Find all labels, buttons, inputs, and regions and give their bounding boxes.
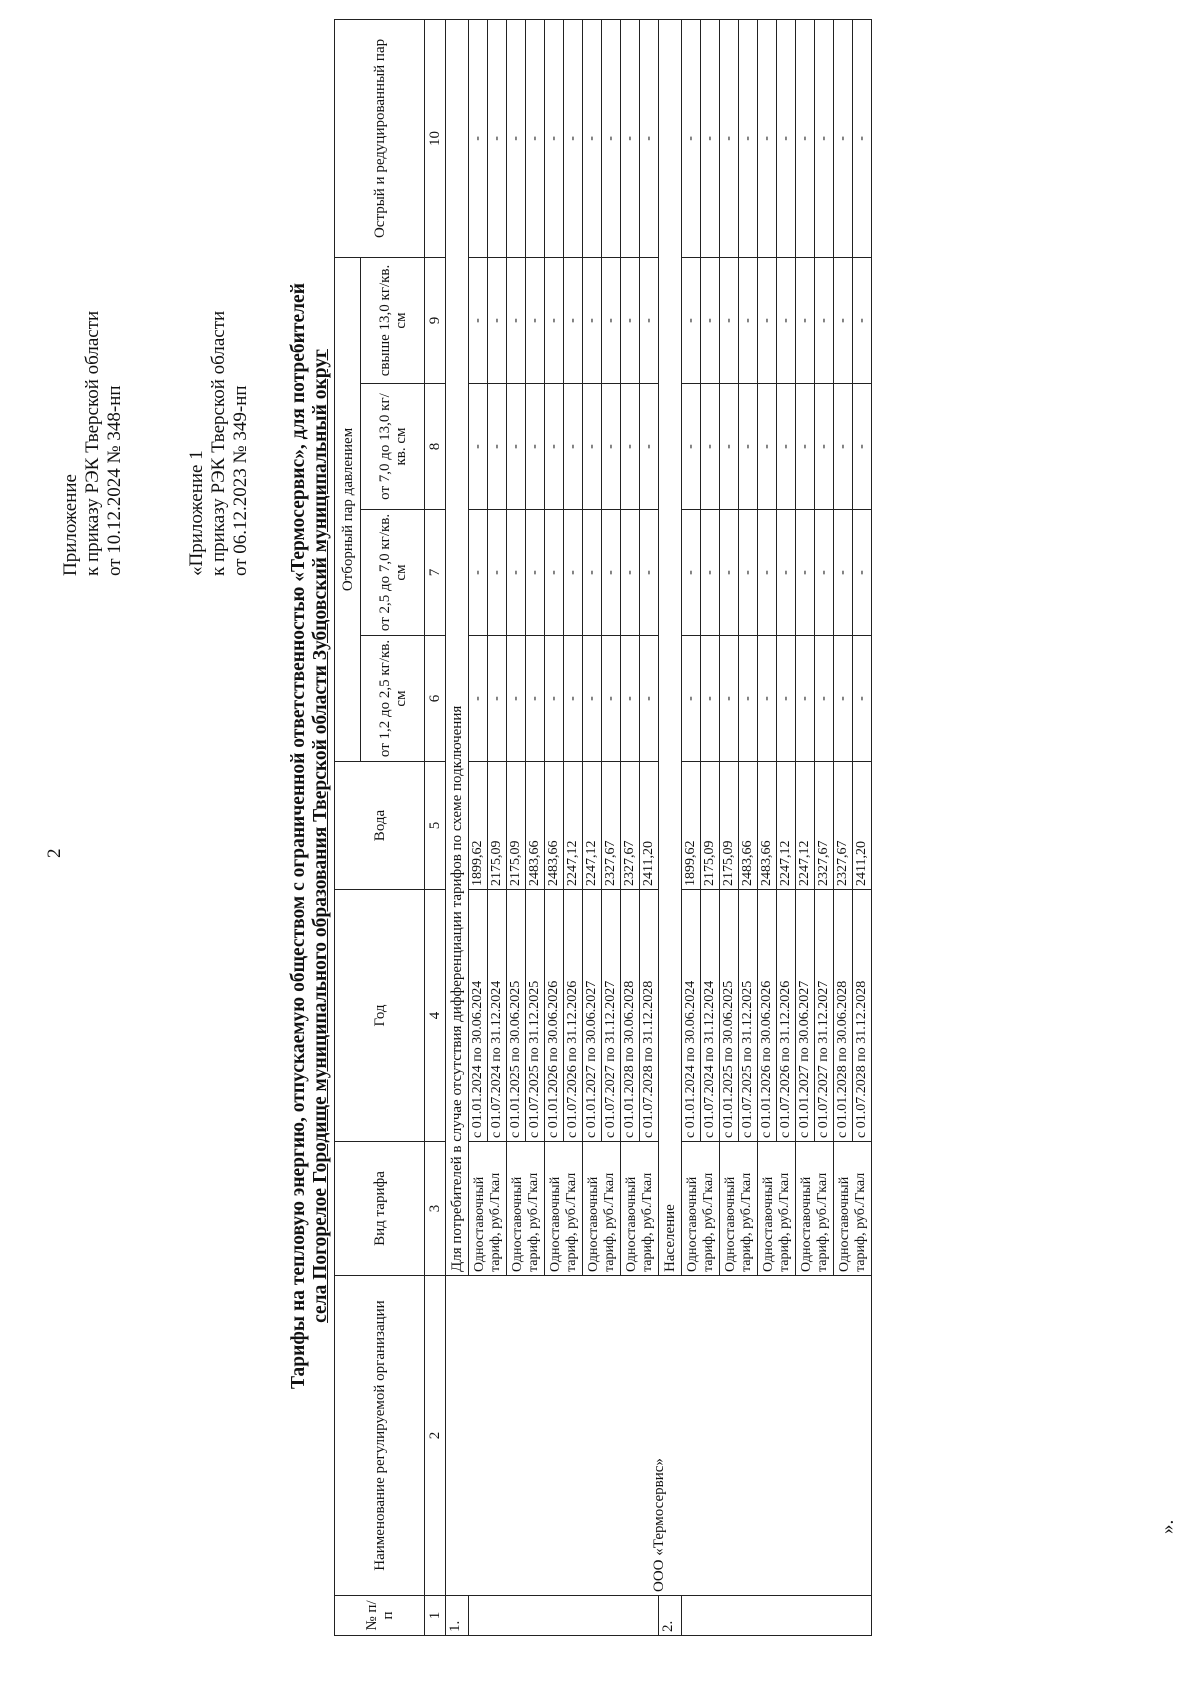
water-value-cell: 2247,12: [564, 762, 583, 890]
dash-cell: -: [526, 384, 545, 510]
header-year: Год: [335, 890, 425, 1142]
dash-cell: -: [834, 384, 853, 510]
period-cell: с 01.07.2028 по 31.12.2028: [640, 890, 659, 1142]
dash-cell: -: [720, 19, 739, 257]
section-row: [446, 19, 469, 1635]
dash-cell: -: [777, 257, 796, 383]
water-value-cell: 2327,67: [602, 762, 621, 890]
column-number: 8: [425, 384, 446, 510]
dash-cell: -: [720, 384, 739, 510]
period-cell: с 01.01.2027 по 30.06.2027: [796, 890, 815, 1142]
dash-cell: -: [545, 19, 564, 257]
dash-cell: -: [488, 19, 507, 257]
table-body: [446, 19, 872, 1635]
dash-cell: -: [739, 257, 758, 383]
dash-cell: -: [701, 257, 720, 383]
dash-cell: -: [583, 19, 602, 257]
period-cell: с 01.01.2024 по 30.06.2024: [682, 890, 701, 1142]
tariff-type-cell: Одноставочный тариф, руб./Гкал: [720, 1142, 758, 1276]
dash-cell: -: [545, 510, 564, 636]
tariff-type-cell: Одноставочный тариф, руб./Гкал: [545, 1142, 583, 1276]
dash-cell: -: [621, 636, 640, 762]
column-number: 1: [425, 1596, 446, 1636]
water-value-cell: 2327,67: [621, 762, 640, 890]
tariff-type-cell: Одноставочный тариф, руб./Гкал: [834, 1142, 872, 1276]
dash-cell: -: [469, 384, 488, 510]
dash-cell: -: [834, 19, 853, 257]
period-cell: с 01.01.2027 по 30.06.2027: [583, 890, 602, 1142]
dash-cell: -: [834, 636, 853, 762]
table-header: [335, 19, 446, 1635]
dash-cell: -: [739, 384, 758, 510]
dash-cell: -: [507, 19, 526, 257]
dash-cell: -: [564, 257, 583, 383]
dash-cell: -: [777, 636, 796, 762]
dash-cell: -: [682, 636, 701, 762]
dash-cell: -: [564, 510, 583, 636]
water-value-cell: 2483,66: [545, 762, 564, 890]
dash-cell: -: [758, 384, 777, 510]
water-value-cell: 2411,20: [853, 762, 872, 890]
appendix-amended-line2: к приказу РЭК Тверской области: [208, 310, 229, 576]
water-value-cell: 2327,67: [815, 762, 834, 890]
column-number: 7: [425, 510, 446, 636]
dash-cell: -: [758, 257, 777, 383]
period-cell: с 01.07.2028 по 31.12.2028: [853, 890, 872, 1142]
section-number: 2.: [659, 1596, 682, 1636]
dash-cell: -: [583, 384, 602, 510]
dash-cell: -: [853, 257, 872, 383]
appendix-current-line1: Приложение: [60, 474, 81, 576]
period-cell: с 01.07.2026 по 31.12.2026: [777, 890, 796, 1142]
dash-cell: -: [640, 510, 659, 636]
water-value-cell: 2483,66: [526, 762, 545, 890]
dash-cell: -: [583, 257, 602, 383]
column-number: 2: [425, 1276, 446, 1596]
dash-cell: -: [564, 19, 583, 257]
dash-cell: -: [853, 19, 872, 257]
dash-cell: -: [507, 510, 526, 636]
dash-cell: -: [796, 257, 815, 383]
dash-cell: -: [815, 19, 834, 257]
dash-cell: -: [758, 19, 777, 257]
header-pressure-3: от 7,0 до 13,0 кг/кв. см: [361, 384, 425, 510]
water-value-cell: 2483,66: [739, 762, 758, 890]
period-cell: с 01.07.2024 по 31.12.2024: [701, 890, 720, 1142]
dash-cell: -: [507, 257, 526, 383]
dash-cell: -: [701, 636, 720, 762]
dash-cell: -: [640, 636, 659, 762]
section-title: Для потребителей в случае отсутствия дифференциации тарифов по схеме подключения: [446, 19, 469, 1275]
dash-cell: -: [758, 510, 777, 636]
period-cell: с 01.07.2025 по 31.12.2025: [526, 890, 545, 1142]
tariff-type-cell: Одноставочный тариф, руб./Гкал: [796, 1142, 834, 1276]
dash-cell: -: [640, 19, 659, 257]
dash-cell: -: [545, 384, 564, 510]
dash-cell: -: [682, 19, 701, 257]
tariff-type-cell: Одноставочный тариф, руб./Гкал: [469, 1142, 507, 1276]
dash-cell: -: [488, 636, 507, 762]
header-water: Вода: [335, 762, 425, 890]
tariff-type-cell: Одноставочный тариф, руб./Гкал: [758, 1142, 796, 1276]
section-title: Население: [659, 19, 682, 1275]
dash-cell: -: [815, 257, 834, 383]
tariff-type-cell: Одноставочный тариф, руб./Гкал: [507, 1142, 545, 1276]
dash-cell: -: [796, 19, 815, 257]
dash-cell: -: [834, 510, 853, 636]
period-cell: с 01.07.2027 по 31.12.2027: [815, 890, 834, 1142]
dash-cell: -: [758, 636, 777, 762]
appendix-amended-line1: «Приложение 1: [186, 450, 207, 576]
dash-cell: -: [853, 384, 872, 510]
dash-cell: -: [621, 384, 640, 510]
title-line1: Тарифы на тепловую энергию, отпускаемую обществом с ограниченной ответственностью «Термосервис», для потребителей: [288, 283, 309, 1389]
period-cell: с 01.07.2026 по 31.12.2026: [564, 890, 583, 1142]
water-value-cell: 2411,20: [640, 762, 659, 890]
tariff-type-cell: Одноставочный тариф, руб./Гкал: [682, 1142, 720, 1276]
dash-cell: -: [526, 636, 545, 762]
dash-cell: -: [621, 257, 640, 383]
dash-cell: -: [739, 636, 758, 762]
dash-cell: -: [720, 636, 739, 762]
tariff-table: [334, 19, 872, 1636]
dash-cell: -: [621, 510, 640, 636]
dash-cell: -: [564, 384, 583, 510]
dash-cell: -: [815, 384, 834, 510]
dash-cell: -: [682, 510, 701, 636]
dash-cell: -: [469, 19, 488, 257]
dash-cell: -: [796, 636, 815, 762]
dash-cell: -: [469, 510, 488, 636]
organization-name: ООО «Термосервис»: [446, 1276, 872, 1596]
header-pressure-2: от 2,5 до 7,0 кг/кв. см: [361, 510, 425, 636]
dash-cell: -: [583, 636, 602, 762]
column-number: 4: [425, 890, 446, 1142]
dash-cell: -: [488, 384, 507, 510]
period-cell: с 01.01.2028 по 30.06.2028: [834, 890, 853, 1142]
dash-cell: -: [640, 257, 659, 383]
header-tariff-type: Вид тарифа: [335, 1142, 425, 1276]
dash-cell: -: [720, 510, 739, 636]
water-value-cell: 2175,09: [488, 762, 507, 890]
dash-cell: -: [469, 257, 488, 383]
header-org: Наименование регулируемой организации: [335, 1276, 425, 1596]
period-cell: с 01.01.2025 по 30.06.2025: [720, 890, 739, 1142]
dash-cell: -: [526, 510, 545, 636]
dash-cell: -: [739, 510, 758, 636]
period-cell: с 01.01.2028 по 30.06.2028: [621, 890, 640, 1142]
water-value-cell: 2175,09: [701, 762, 720, 890]
dash-cell: -: [739, 19, 758, 257]
dash-cell: -: [853, 636, 872, 762]
section-number-blank: [682, 1596, 872, 1636]
dash-cell: -: [701, 384, 720, 510]
dash-cell: -: [682, 384, 701, 510]
tariff-type-cell: Одноставочный тариф, руб./Гкал: [621, 1142, 659, 1276]
header-num: № п/п: [335, 1596, 425, 1636]
tariff-type-cell: Одноставочный тариф, руб./Гкал: [583, 1142, 621, 1276]
dash-cell: -: [621, 19, 640, 257]
dash-cell: -: [545, 636, 564, 762]
dash-cell: -: [815, 510, 834, 636]
header-pressure-4: свыше 13,0 кг/кв. см: [361, 257, 425, 383]
water-value-cell: 2483,66: [758, 762, 777, 890]
dash-cell: -: [796, 510, 815, 636]
period-cell: с 01.07.2024 по 31.12.2024: [488, 890, 507, 1142]
header-pressure-1: от 1,2 до 2,5 кг/кв. см: [361, 636, 425, 762]
dash-cell: -: [602, 636, 621, 762]
dash-cell: -: [602, 257, 621, 383]
water-value-cell: 2327,67: [834, 762, 853, 890]
dash-cell: -: [583, 510, 602, 636]
column-number: 10: [425, 19, 446, 257]
period-cell: с 01.07.2025 по 31.12.2025: [739, 890, 758, 1142]
dash-cell: -: [640, 384, 659, 510]
column-number: 9: [425, 257, 446, 383]
column-number: 3: [425, 1142, 446, 1276]
water-value-cell: 2247,12: [777, 762, 796, 890]
header-steam-group: Отборный пар давлением: [335, 257, 361, 761]
period-cell: с 01.01.2026 по 30.06.2026: [545, 890, 564, 1142]
dash-cell: -: [526, 257, 545, 383]
water-value-cell: 1899,62: [469, 762, 488, 890]
document-title: [288, 46, 332, 1626]
period-cell: с 01.01.2026 по 30.06.2026: [758, 890, 777, 1142]
dash-cell: -: [602, 510, 621, 636]
dash-cell: -: [602, 19, 621, 257]
water-value-cell: 2247,12: [583, 762, 602, 890]
dash-cell: -: [834, 257, 853, 383]
dash-cell: -: [777, 19, 796, 257]
dash-cell: -: [853, 510, 872, 636]
water-value-cell: 1899,62: [682, 762, 701, 890]
water-value-cell: 2247,12: [796, 762, 815, 890]
dash-cell: -: [796, 384, 815, 510]
dash-cell: -: [815, 636, 834, 762]
period-cell: с 01.01.2024 по 30.06.2024: [469, 890, 488, 1142]
dash-cell: -: [564, 636, 583, 762]
section-number-blank: [469, 1596, 659, 1636]
appendix-current-line2: к приказу РЭК Тверской области: [82, 310, 103, 576]
appendix-current-line3: от 10.12.2024 № 348-нп: [104, 385, 125, 576]
dash-cell: -: [701, 510, 720, 636]
dash-cell: -: [602, 384, 621, 510]
dash-cell: -: [720, 257, 739, 383]
dash-cell: -: [777, 510, 796, 636]
dash-cell: -: [507, 384, 526, 510]
dash-cell: -: [469, 636, 488, 762]
section-number: 1.: [446, 1596, 469, 1636]
dash-cell: -: [488, 510, 507, 636]
dash-cell: -: [701, 19, 720, 257]
dash-cell: -: [488, 257, 507, 383]
page-number: 2: [44, 848, 65, 858]
column-number-row: [425, 19, 446, 1635]
dash-cell: -: [545, 257, 564, 383]
period-cell: с 01.07.2027 по 31.12.2027: [602, 890, 621, 1142]
water-value-cell: 2175,09: [507, 762, 526, 890]
header-sharp-steam: Острый и редуцированный пар: [335, 19, 425, 257]
water-value-cell: 2175,09: [720, 762, 739, 890]
column-number: 5: [425, 762, 446, 890]
title-line2: села Погорелое Городище муниципального образования Тверской области Зубцовский муниципальный округ: [310, 349, 331, 1323]
appendix-amended-reference: [186, 16, 252, 576]
closing-quote-mark: ».: [1157, 1519, 1178, 1534]
appendix-amended-line3: от 06.12.2023 № 349-нп: [230, 385, 251, 576]
dash-cell: -: [682, 257, 701, 383]
appendix-current-reference: [60, 16, 126, 576]
column-number: 6: [425, 636, 446, 762]
period-cell: с 01.01.2025 по 30.06.2025: [507, 890, 526, 1142]
dash-cell: -: [507, 636, 526, 762]
dash-cell: -: [526, 19, 545, 257]
dash-cell: -: [777, 384, 796, 510]
